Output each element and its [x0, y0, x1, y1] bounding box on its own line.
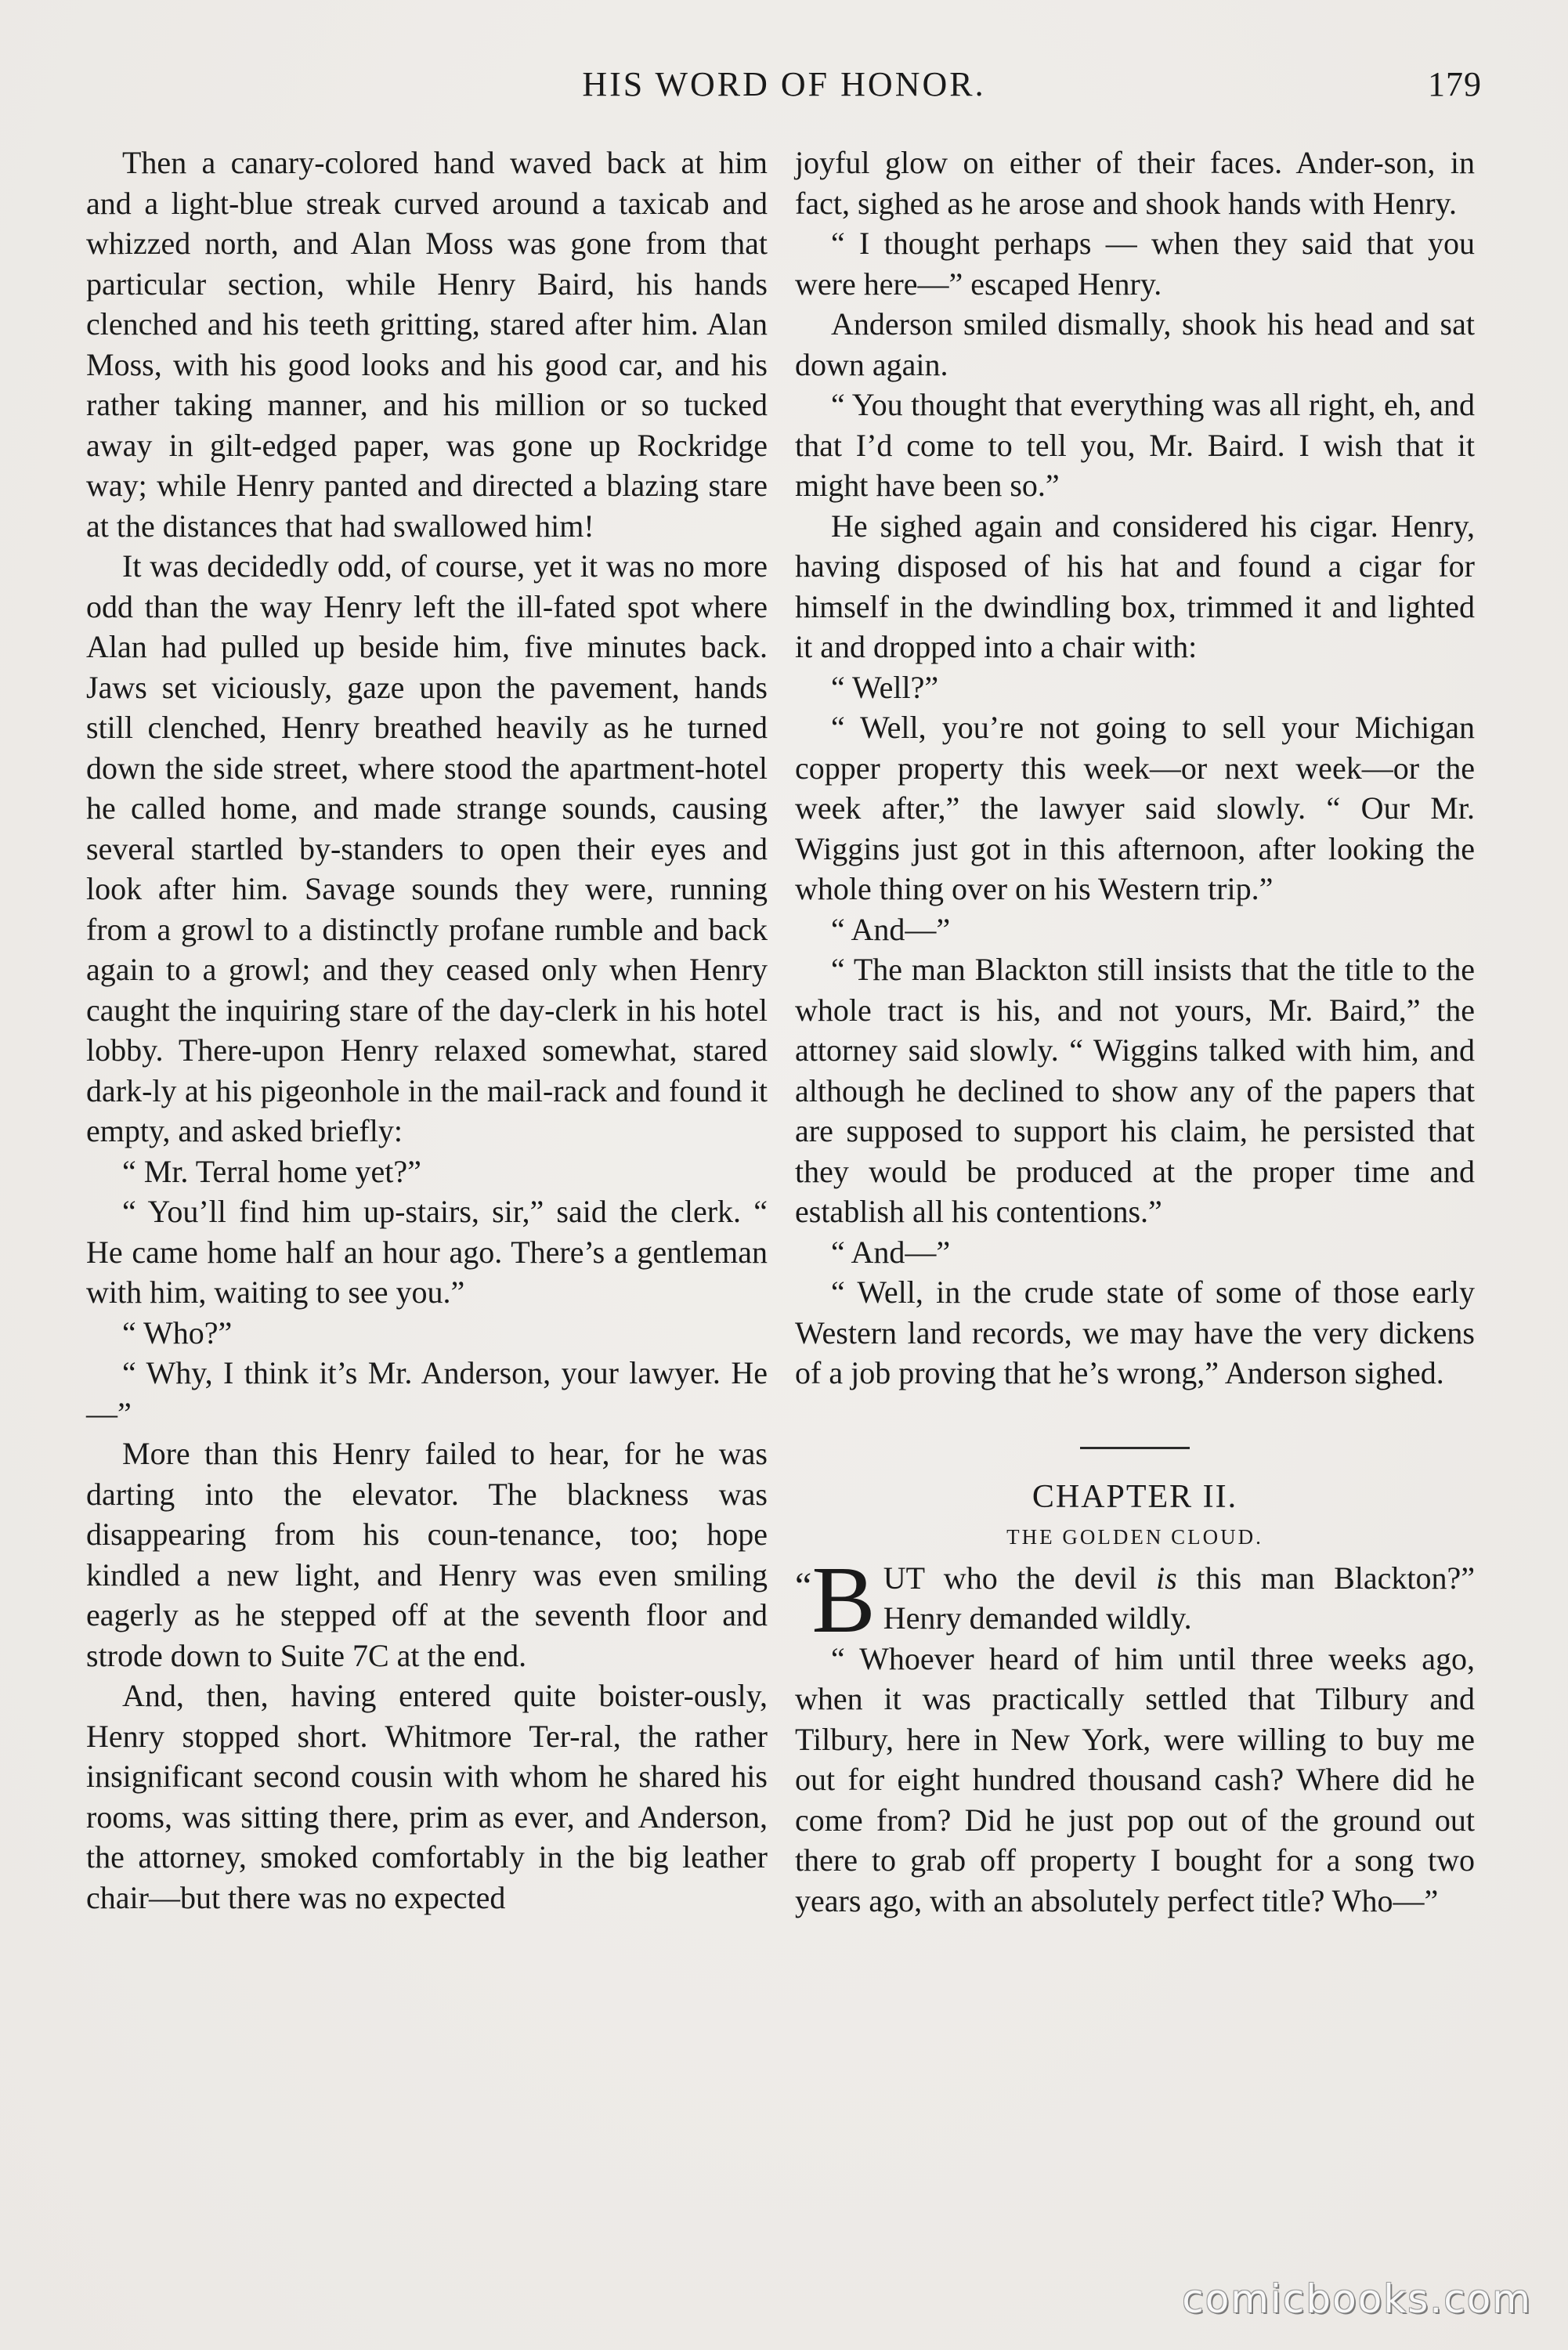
paragraph: “ You thought that everything was all right, eh, and that I’d come to tell you, Mr. Baird. I wish that it might have been so.” — [795, 387, 1475, 503]
paragraph: “ Why, I think it’s Mr. Anderson, your lawyer. He—” — [86, 1355, 768, 1431]
right-column — [795, 143, 1475, 1921]
site-watermark: comicbooks.com — [1182, 2276, 1532, 2322]
running-title: HIS WORD OF HONOR. — [582, 65, 986, 103]
chapter-heading: CHAPTER II. — [1031, 1478, 1238, 1515]
running-header — [86, 64, 1482, 119]
chapter-subtitle: THE GOLDEN CLOUD. — [1006, 1525, 1263, 1549]
paragraph: “ Well?” — [831, 669, 939, 705]
paragraph: “ Well, in the crude state of some of those early Western land records, we may have the very dickens of a job proving that he’s wrong,” Anderson sighed. — [795, 1274, 1475, 1390]
opening-text-end: this man Blackton?” Henry demanded wildly. — [883, 1560, 1475, 1636]
paragraph: “ Whoever heard of him until three weeks ago, when it was practically settled that Tilbury and Tilbury, here in New York, were willing to buy me out for eight hundred thousand cash? Where did he come from? Did he just pop out of the ground out there to grab off property I bought for a song two years ago, with an absolutely perfect title? Who—” — [795, 1640, 1475, 1918]
paragraph: Then a canary-colored hand waved back at him and a light-blue streak curved around a taxicab and whizzed north, and Alan Moss was gone from that particular section, while Henry Baird, his hands clenched and his teeth gritting, stared after him. Alan Moss, with his good looks and his good car, and his rather taking manner, and his million or so tucked away in gilt-edged paper, was gone up Rockridge way; while Henry panted and directed a blazing stare at the distances that had swallowed him! — [86, 145, 768, 544]
drop-cap-quote: “ — [795, 1564, 812, 1607]
drop-cap — [795, 1546, 876, 1653]
paragraph: “ I thought perhaps — when they said that you were here—” escaped Henry. — [795, 226, 1475, 302]
paragraph: “ Well, you’re not going to sell your Michigan copper property this week—or next week—or the week after,” the lawyer said slowly. “ Our Mr. Wiggins just got in this afternoon, after looking the whole thing over on his Western trip.” — [795, 710, 1475, 906]
paragraph: “ You’ll find him up-stairs, sir,” said the clerk. “ He came home half an hour ago. There’s a gentleman with him, waiting to see you.” — [86, 1194, 768, 1310]
paragraph: “ The man Blackton still insists that the title to the whole tract is his, and not yours, Mr. Baird,” the attorney said slowly. “ Wiggins talked with him, and although he declined to show any of the papers that are supposed to support his claim, he persisted that they would be produced at the proper time and establish all his contentions.” — [795, 952, 1475, 1229]
paragraph: Anderson smiled dismally, shook his head and sat down again. — [795, 306, 1475, 382]
page-number: 179 — [1428, 65, 1482, 103]
paragraph: It was decidedly odd, of course, yet it was no more odd than the way Henry left the ill-fated spot where Alan had pulled up beside him, five minutes back. Jaws set viciously, gaze upon the pavement, hands still clenched, Henry breathed heavily as he turned down the side street, where stood the apartment-hotel he called home, and made strange sounds, causing several startled by-standers to open their eyes and look after him. Savage sounds they were, running from a growl to a distinctly profane rumble and back again to a growl; and they ceased only when Henry caught the inquiring stare of the day-clerk in his hotel lobby. There-upon Henry relaxed somewhat, stared dark-ly at his pigeonhole in the mail-rack and found it empty, and asked briefly: — [86, 548, 768, 1148]
section-divider — [1080, 1447, 1190, 1449]
emphasis-text: is — [1156, 1560, 1177, 1596]
paragraph: And, then, having entered quite boister-ously, Henry stopped short. Whitmore Ter-ral, the rather insignificant second cousin with whom he shared his rooms, was sitting there, prim as ever, and Anderson, the attorney, smoked comfortably in the big leather chair—but there was no expected — [86, 1678, 768, 1915]
paragraph: “ Mr. Terral home yet?” — [122, 1153, 421, 1189]
paragraph-continuation: joyful glow on either of their faces. Ander-son, in fact, sighed as he arose and shook hands with Henry. — [795, 145, 1475, 221]
paragraph: “ Who?” — [122, 1314, 233, 1350]
paragraph: He sighed again and considered his cigar. Henry, having disposed of his hat and found a cigar for himself in the dwindling box, trimmed it and lighted it and dropped into a chair with: — [795, 508, 1475, 664]
paragraph: “ And—” — [831, 911, 951, 947]
drop-cap-letter: B — [811, 1546, 876, 1653]
chapter-opening-paragraph — [795, 1546, 1475, 1653]
left-column — [86, 143, 768, 1918]
opening-text: UT who the devil — [883, 1560, 1157, 1596]
paragraph: “ And—” — [831, 1234, 951, 1270]
paragraph: More than this Henry failed to hear, for he was darting into the elevator. The blackness was disappearing from his coun-tenance, too; hope kindled a new light, and Henry was even smiling eagerly as he stepped off at the seventh floor and strode down to Suite 7C at the end. — [86, 1436, 768, 1673]
